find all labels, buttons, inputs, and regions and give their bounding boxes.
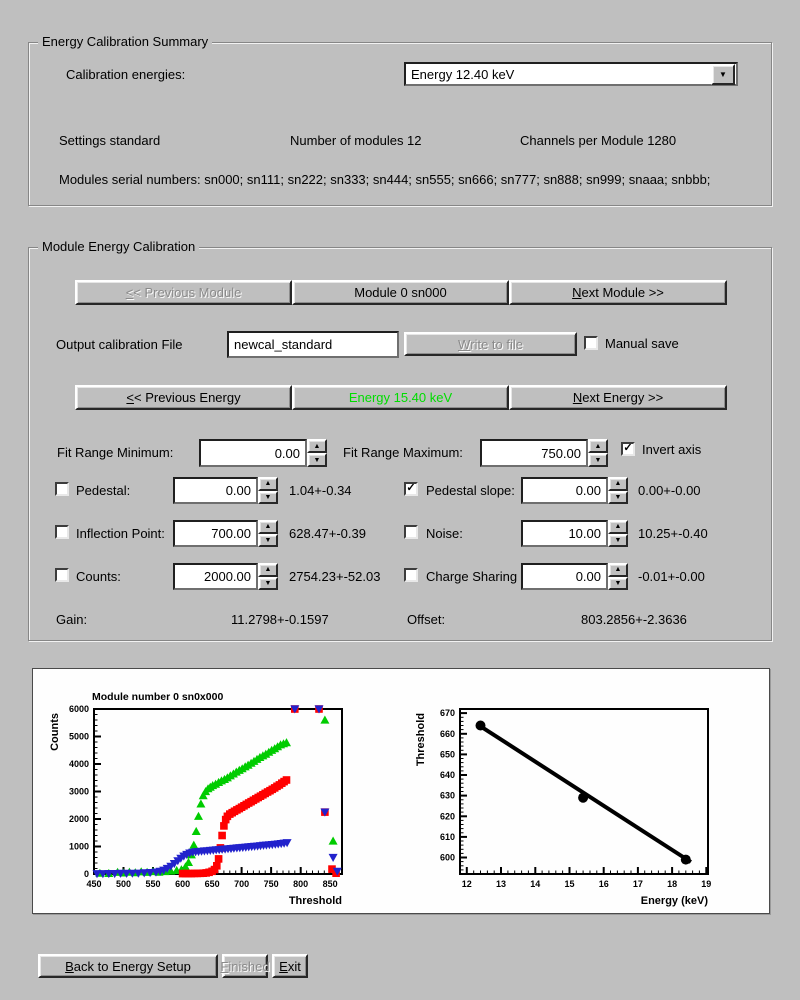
spin-down-icon[interactable]: ▼ [608,534,628,548]
fit-range-max-field [480,439,588,467]
module-scan-chart [35,679,375,911]
spin-up-icon[interactable]: ▲ [258,520,278,534]
energy-calibration-chart [401,679,741,911]
output-file-input[interactable] [229,333,397,356]
output-file-field [227,331,399,358]
svg-text:650: 650 [204,879,220,889]
gain-value: 11.2798+-0.1597 [231,612,329,627]
num-modules-label: Number of modules 12 [290,133,422,148]
manual-save-checkbox[interactable] [584,336,598,350]
svg-text:14: 14 [530,879,541,889]
svg-text:640: 640 [439,770,455,780]
charge-sharing-spinner [608,563,628,590]
svg-text:500: 500 [115,879,132,889]
counts-field [173,563,258,590]
pedestal-slope-checkbox[interactable]: ✓ [404,482,418,496]
current-energy-button[interactable] [292,385,509,410]
spin-up-icon[interactable]: ▲ [258,477,278,491]
pedestal-slope-spinner [608,477,628,504]
svg-text:6000: 6000 [68,704,89,714]
fit-range-max-input[interactable] [482,441,586,465]
spin-up-icon[interactable]: ▲ [588,439,608,453]
energy-dropdown[interactable] [404,62,738,86]
serial-numbers-label: Modules serial numbers: sn000; sn111; sn222; sn333; sn444; sn555; sn666; sn777; sn888; sn999; snaaa; snbbb; [59,172,711,187]
spin-down-icon[interactable]: ▼ [258,534,278,548]
svg-text:Energy (keV): Energy (keV) [640,895,708,907]
noise-input[interactable] [523,522,606,545]
svg-text:4000: 4000 [68,759,89,769]
group-title: Energy Calibration Summary [38,34,212,49]
svg-text:18: 18 [667,879,678,889]
inflection-point-checkbox[interactable] [55,525,69,539]
svg-text:3000: 3000 [68,786,89,797]
spin-up-icon[interactable]: ▲ [307,439,327,453]
svg-text:19: 19 [701,879,712,889]
svg-text:1000: 1000 [68,841,89,852]
svg-text:660: 660 [439,728,455,739]
svg-text:850: 850 [322,879,338,889]
output-file-label: Output calibration File [56,337,183,352]
pedestal-field [173,477,258,504]
svg-text:600: 600 [175,879,191,889]
back-to-energy-setup-button[interactable]: B ack to Energy Setup [38,954,218,978]
module-energy-calibration-group [28,239,772,641]
charge-sharing-input[interactable] [523,565,606,588]
next-energy-button[interactable]: N ext Energy >> [509,385,727,410]
fit-range-max-label: Fit Range Maximum: [343,445,463,460]
plot-panel [32,668,770,914]
spin-down-icon[interactable]: ▼ [258,491,278,505]
fit-range-min-label: Fit Range Minimum: [57,445,174,460]
svg-text:550: 550 [145,879,161,889]
pedestal-spinner [258,477,278,504]
charge-sharing-field [521,563,608,590]
svg-text:650: 650 [439,749,455,760]
svg-text:17: 17 [632,879,643,889]
energy-dropdown-value: Energy 12.40 keV [411,66,515,82]
finished-button[interactable]: F inished [222,954,268,978]
svg-text:610: 610 [439,831,455,842]
spin-down-icon[interactable]: ▼ [608,491,628,505]
counts-result: 2754.23+-52.03 [289,569,381,584]
spin-up-icon[interactable]: ▲ [608,563,628,577]
counts-input[interactable] [175,565,256,588]
counts-label: Counts: [76,569,121,584]
spin-up-icon[interactable]: ▲ [258,563,278,577]
pedestal-slope-label: Pedestal slope: [426,483,515,498]
offset-value: 803.2856+-2.3636 [581,612,687,627]
svg-text:Threshold: Threshold [288,895,342,907]
svg-text:Counts: Counts [49,713,61,751]
noise-spinner [608,520,628,547]
chevron-down-icon[interactable]: ▼ [711,64,735,85]
inflection-point-field [173,520,258,547]
svg-text:620: 620 [439,811,455,822]
spin-down-icon[interactable]: ▼ [588,453,608,467]
inflection-point-result: 628.47+-0.39 [289,526,366,541]
spin-down-icon[interactable]: ▼ [258,577,278,591]
inflection-point-spinner [258,520,278,547]
pedestal-slope-field [521,477,608,504]
fit-range-max-spinner [588,439,608,467]
inflection-point-label: Inflection Point: [76,526,165,541]
module-label-button[interactable]: Module 0 sn000 [292,280,509,305]
svg-text:630: 630 [439,790,455,801]
svg-text:16: 16 [598,879,609,889]
offset-label: Offset: [407,612,446,627]
svg-text:800: 800 [293,879,309,889]
pedestal-slope-result: 0.00+-0.00 [638,483,701,498]
svg-text:600: 600 [439,852,455,863]
spin-down-icon[interactable]: ▼ [608,577,628,591]
calibration-energies-label: Calibration energies: [66,67,186,82]
svg-text:Threshold: Threshold [415,713,427,767]
inflection-point-input[interactable] [175,522,256,545]
previous-energy-button[interactable]: < < Previous Energy [75,385,292,410]
fit-range-min-spinner [307,439,327,467]
invert-axis-label: Invert axis [642,442,702,457]
noise-label: Noise: [426,526,463,541]
gain-label: Gain: [56,612,88,627]
svg-text:Module number 0 sn0x000: Module number 0 sn0x000 [92,691,224,703]
svg-text:450: 450 [86,879,102,889]
fit-range-min-input[interactable] [201,441,305,465]
noise-checkbox[interactable] [404,525,418,539]
pedestal-input[interactable] [175,479,256,502]
charge-sharing-label: Charge Sharing [426,569,518,584]
charge-sharing-checkbox[interactable] [404,568,418,582]
counts-spinner [258,563,278,590]
energy-calibration-summary-group [28,34,772,206]
noise-field [521,520,608,547]
next-module-button[interactable]: N ext Module >> [509,280,727,305]
pedestal-slope-input[interactable] [523,479,606,502]
pedestal-checkbox[interactable] [55,482,69,496]
counts-checkbox[interactable] [55,568,69,582]
spin-down-icon[interactable]: ▼ [307,453,327,467]
svg-text:12: 12 [461,879,472,889]
manual-save-label: Manual save [605,336,679,351]
svg-text:670: 670 [439,708,455,719]
previous-module-button[interactable]: < < Previous Module [75,280,292,305]
svg-text:13: 13 [495,879,507,889]
charge-sharing-result: -0.01+-0.00 [638,569,705,584]
fit-range-min-field [199,439,307,467]
invert-axis-checkbox[interactable]: ✓ [621,442,635,456]
svg-text:2000: 2000 [68,814,89,824]
svg-text:5000: 5000 [68,731,89,742]
exit-button[interactable]: E xit [272,954,308,978]
spin-up-icon[interactable]: ▲ [608,520,628,534]
svg-text:700: 700 [234,879,250,889]
spin-up-icon[interactable]: ▲ [608,477,628,491]
pedestal-result: 1.04+-0.34 [289,483,352,498]
settings-label: Settings standard [59,133,161,148]
write-to-file-button[interactable]: W rite to file [404,332,577,356]
group-title: Module Energy Calibration [38,239,199,254]
pedestal-label: Pedestal: [76,483,131,498]
svg-text:15: 15 [564,879,575,889]
svg-text:0: 0 [83,869,89,879]
channels-per-module-label: Channels per Module 1280 [520,133,677,148]
current-energy-label: Energy 15.40 keV [348,390,453,405]
noise-result: 10.25+-0.40 [638,526,708,541]
svg-text:750: 750 [263,879,279,889]
